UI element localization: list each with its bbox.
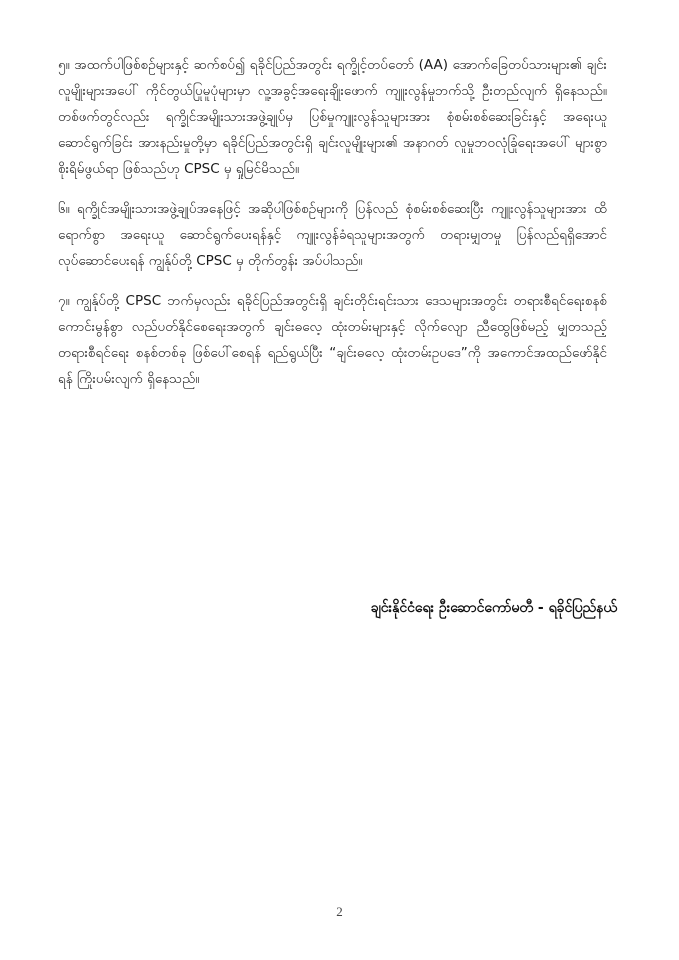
- paragraph-7: ၇။ ကျွန်ုပ်တို့ CPSC ဘက်မှလည်း ရခိုင်ပြည်အတွင်းရှိ ချင်းတိုင်းရင်းသား ဒေသများအတွင်း တရားစီရင်ရေးစနစ် ကောင်းမွန်စွာ လည်ပတ်နိုင်စေရေးအတွက် ချင်းဓလေ့ ထုံးတမ်းများနှင့် လိုက်လျော ညီထွေဖြစ်မည့် မျှတသည့် တရားစီရင်ရေး စနစ်တစ်ခု ဖြစ်ပေါ်စေရန် ရည်ရွယ်ပြီး “ချင်းဓလေ့ ထုံးတမ်းဥပဒေ”ကို အကောင်အထည်ဖော်နိုင်ရန် ကြိုးပမ်းလျက် ရှိနေသည်။: [58, 293, 607, 387]
- signature-line: ချင်းနိုင်ငံရေး ဦးဆောင်ကော်မတီ - ရခိုင်ပြည်နယ်: [370, 600, 617, 616]
- paragraph-5: ၅။ အထက်ပါဖြစ်စဉ်များနှင့် ဆက်စပ်၍ ရခိုင်ပြည်အတွင်း ရက္ခိုင့်တပ်တော် (AA) အောက်ခြေတပ်သားများ၏ ချင်းလူမျိုးများအပေါ် ကိုင်တွယ်ပြုမူပုံများမှာ လူ့အခွင့်အရေးချိုးဖောက် ကျူးလွန်မှုဘက်သို့ ဦးတည်လျက် ရှိနေသည်။ တစ်ဖက်တွင်လည်း ရက္ခိုင်အမျိုးသားအဖွဲ့ချုပ်မှ ပြစ်မှုကျူးလွန်သူများအား စုံစမ်းစစ်ဆေးခြင်းနှင့် အရေးယူဆောင်ရွက်ခြင်း အားနည်းမှုတို့မှာ ရခိုင်ပြည်အတွင်းရှိ ချင်းလူမျိုးများ၏ အနာဂတ် လူမှုဘဝလုံခြုံရေးအပေါ် များစွာစိုးရိမ်ဖွယ်ရာ ဖြစ်သည်ဟု CPSC မှ ရှုမြင်မိသည်။: [58, 57, 607, 177]
- paragraph-6: ၆။ ရက္ခိုင်အမျိုးသားအဖွဲ့ချုပ်အနေဖြင့် အဆိုပါဖြစ်စဉ်များကို ပြန်လည် စုံစမ်းစစ်ဆေးပြီး ကျူးလွန်သူများအား ထိရောက်စွာ အရေးယူ ဆောင်ရွက်ပေးရန်နှင့် ကျူးလွန်ခံရသူများအတွက် တရားမျှတမှု ပြန်လည်ရရှိအောင် လုပ်ဆောင်ပေးရန် ကျွန်ုပ်တို့ CPSC မှ တိုက်တွန်း အပ်ပါသည်။: [58, 201, 607, 269]
- page-number: 2: [336, 904, 343, 919]
